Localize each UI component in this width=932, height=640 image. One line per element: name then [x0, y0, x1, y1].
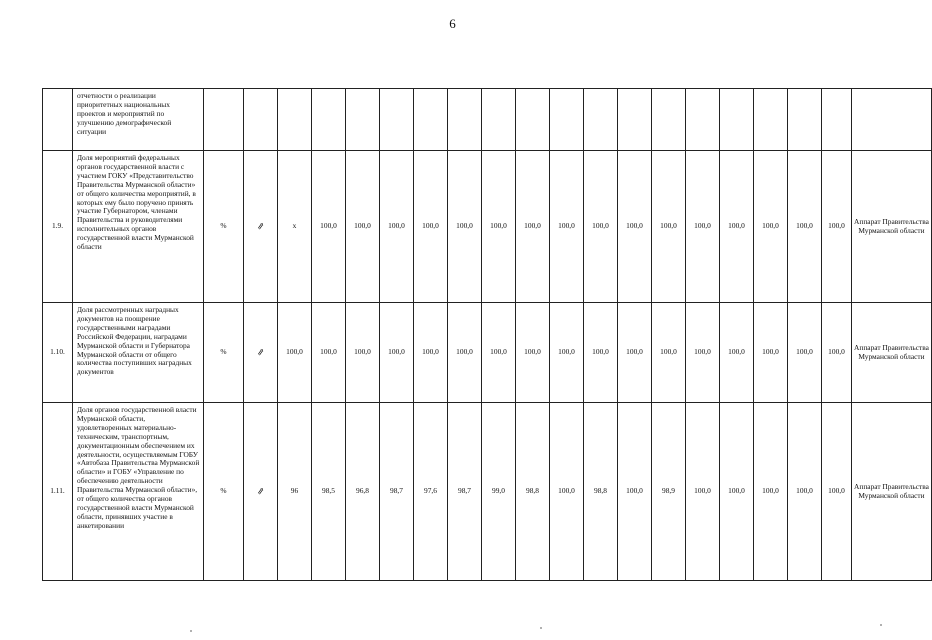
indicator-name-cell: Доля мероприятий федеральных органов государственной власти с участием ГОКУ «Представительство Правительства Мурманской области» от общего количества мероприятий, в которых ему было поручено принять участие Губернатором, членами Правительства и руководителями исполнительных органов государственной власти Мурманской области: [73, 151, 204, 303]
value-cell: 98,5: [312, 403, 346, 581]
value-cell: 100,0: [380, 151, 414, 303]
unit-cell: %: [204, 151, 244, 303]
trend-cell: [244, 403, 278, 581]
value-cell: 100,0: [380, 303, 414, 403]
value-cell: 100,0: [346, 303, 380, 403]
responsible-cell: [852, 89, 932, 151]
value-cell: 100,0: [550, 403, 584, 581]
trend-arrow-icon: ⇗: [255, 219, 265, 232]
value-cell: 100,0: [448, 303, 482, 403]
responsible-cell: Аппарат Правительства Мурманской области: [852, 303, 932, 403]
row-number-cell: 1.11.: [43, 403, 73, 581]
value-cell: 100,0: [346, 151, 380, 303]
value-cell: 100,0: [686, 151, 720, 303]
value-cell: 100,0: [584, 151, 618, 303]
unit-cell: [204, 89, 244, 151]
trend-cell: [244, 303, 278, 403]
value-cell: 100,0: [720, 151, 754, 303]
value-cell: 100,0: [618, 303, 652, 403]
value-cell: 96,8: [346, 403, 380, 581]
value-cell: 100,0: [754, 303, 788, 403]
base-value-cell: x: [278, 151, 312, 303]
value-cell: 100,0: [720, 303, 754, 403]
value-cell: 100,0: [822, 303, 852, 403]
value-cell: 100,0: [414, 151, 448, 303]
value-cell: 100,0: [312, 151, 346, 303]
value-cell: 100,0: [788, 151, 822, 303]
responsible-cell: Аппарат Правительства Мурманской области: [852, 151, 932, 303]
value-cell: [414, 89, 448, 151]
indicators-table: [42, 88, 932, 581]
value-cell: [652, 89, 686, 151]
value-cell: 97,6: [414, 403, 448, 581]
responsible-cell: Аппарат Правительства Мурманской области: [852, 403, 932, 581]
value-cell: 100,0: [720, 403, 754, 581]
value-cell: [550, 89, 584, 151]
value-cell: [754, 89, 788, 151]
row-number-cell: 1.9.: [43, 151, 73, 303]
value-cell: 98,7: [448, 403, 482, 581]
trend-arrow-icon: ⇗: [255, 484, 265, 497]
value-cell: 98,9: [652, 403, 686, 581]
value-cell: 100,0: [482, 303, 516, 403]
value-cell: [584, 89, 618, 151]
value-cell: [788, 89, 822, 151]
value-cell: [312, 89, 346, 151]
value-cell: 100,0: [686, 403, 720, 581]
value-cell: 100,0: [618, 403, 652, 581]
value-cell: [482, 89, 516, 151]
value-cell: [720, 89, 754, 151]
value-cell: 98,7: [380, 403, 414, 581]
value-cell: 100,0: [414, 303, 448, 403]
value-cell: [516, 89, 550, 151]
value-cell: [686, 89, 720, 151]
indicator-name-cell: Доля органов государственной власти Мурманской области, удовлетворенных материально-техническим, транспортным, документационным обеспечением их деятельности, осуществляемым ГОБУ «Автобаза Правительства Мурманской области» и ГОБУ «Управление по обеспечению деятельности Правительства Мурманской области», от общего количества органов государственной власти Мурманской области, принявших участие в анкетировании: [73, 403, 204, 581]
trend-cell: [244, 89, 278, 151]
value-cell: [822, 89, 852, 151]
trend-arrow-icon: ⇗: [255, 345, 265, 358]
value-cell: 100,0: [822, 151, 852, 303]
base-value-cell: [278, 89, 312, 151]
value-cell: 100,0: [652, 151, 686, 303]
value-cell: 100,0: [754, 151, 788, 303]
value-cell: 99,0: [482, 403, 516, 581]
base-value-cell: 96: [278, 403, 312, 581]
value-cell: 100,0: [482, 151, 516, 303]
base-value-cell: 100,0: [278, 303, 312, 403]
value-cell: 100,0: [788, 303, 822, 403]
page-number: 6: [449, 16, 456, 31]
row-number-cell: 1.10.: [43, 303, 73, 403]
table-row: [43, 89, 932, 151]
table-row: [43, 303, 932, 403]
value-cell: 100,0: [516, 303, 550, 403]
unit-cell: %: [204, 403, 244, 581]
value-cell: [380, 89, 414, 151]
value-cell: 100,0: [822, 403, 852, 581]
value-cell: 100,0: [618, 151, 652, 303]
unit-cell: %: [204, 303, 244, 403]
value-cell: 100,0: [584, 303, 618, 403]
value-cell: 98,8: [516, 403, 550, 581]
table-row: [43, 151, 932, 303]
trend-cell: [244, 151, 278, 303]
value-cell: 100,0: [754, 403, 788, 581]
value-cell: [346, 89, 380, 151]
value-cell: 98,8: [584, 403, 618, 581]
value-cell: 100,0: [550, 303, 584, 403]
value-cell: 100,0: [788, 403, 822, 581]
indicator-name-cell: Доля рассмотренных наградных документов на поощрение государственными наградами Российской Федерации, наградами Мурманской области и Губернатора Мурманской области от общего количества поступивших наградных документов: [73, 303, 204, 403]
table-row: [43, 403, 932, 581]
row-number-cell: [43, 89, 73, 151]
value-cell: 100,0: [550, 151, 584, 303]
indicator-name-cell: отчетности о реализации приоритетных национальных проектов и мероприятий по улучшению демографической ситуации: [73, 89, 204, 151]
value-cell: 100,0: [312, 303, 346, 403]
value-cell: [618, 89, 652, 151]
value-cell: 100,0: [516, 151, 550, 303]
value-cell: 100,0: [652, 303, 686, 403]
value-cell: 100,0: [448, 151, 482, 303]
value-cell: 100,0: [686, 303, 720, 403]
value-cell: [448, 89, 482, 151]
